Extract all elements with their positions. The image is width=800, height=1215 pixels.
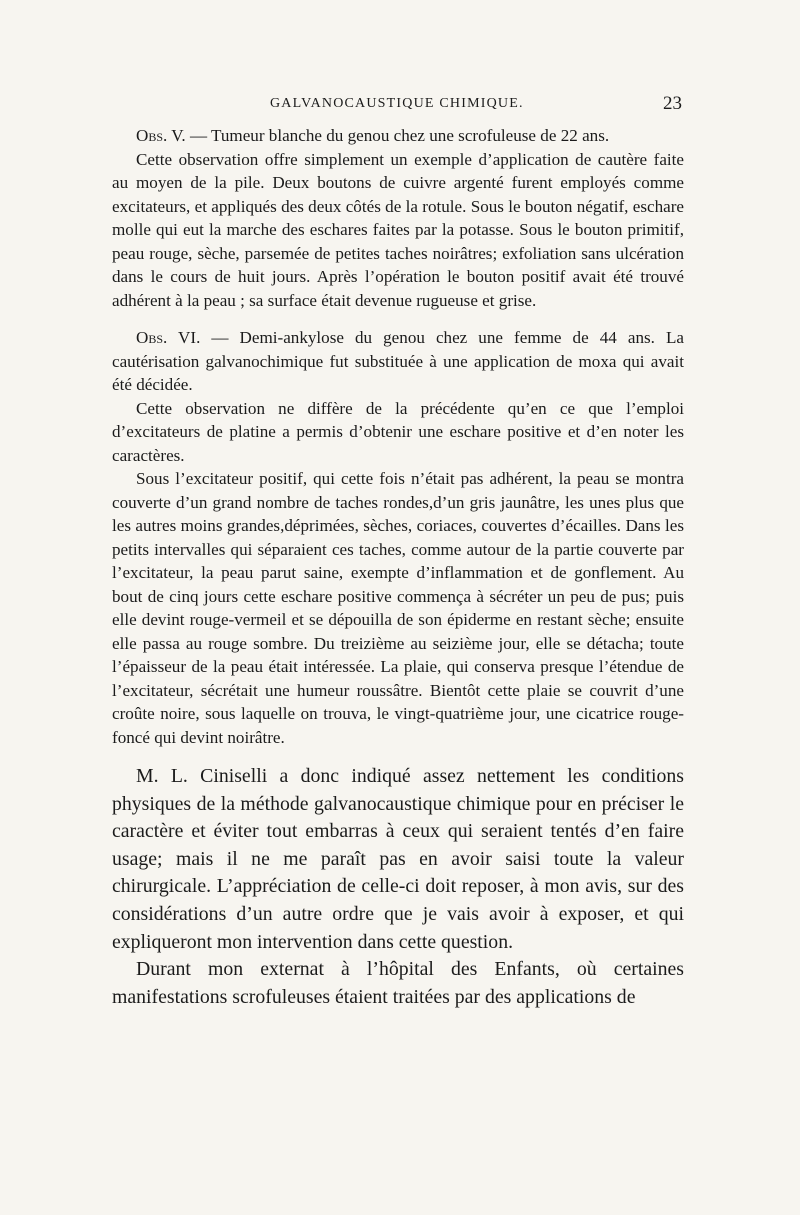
observation-5: [112, 124, 684, 312]
running-title: GALVANOCAUSTIQUE CHIMIQUE.: [270, 96, 524, 111]
observation-label: Obs. VI.: [136, 328, 201, 347]
observation-label: Obs. V.: [136, 126, 186, 145]
observation-paragraph: Cette observation ne diffère de la précédente qu’en ce que l’emploi d’excitateurs de platine a permis d’obtenir une eschare positive et d’en noter les caractères.: [112, 398, 684, 465]
observation-6: [112, 326, 684, 749]
page-body: [112, 124, 684, 1011]
page-header: [110, 93, 682, 120]
observation-title: — Tumeur blanche du genou chez une scrofuleuse de 22 ans.: [185, 126, 610, 145]
page-number: 23: [663, 93, 682, 114]
observation-paragraph: Cette observation offre simplement un exemple d’application de cautère faite au moyen de la pile. Deux boutons de cuivre argenté furent employés comme excitateurs, et appliqués des deux côtés de la rotule. Sous le bouton négatif, eschare molle qui eut la marche des eschares faites par la potasse. Sous le bouton primitif, peau rouge, sèche, parsemée de petites taches noirâtres; exfoliation sans ulcération dans le cours de huit jours. Après l’opération le bouton positif avait été trouvé adhérent à la peau ; sa surface était devenue rugueuse et grise.: [112, 149, 684, 310]
observation-heading: [112, 326, 684, 397]
observation-title: — Demi-ankylose du genou chez une femme de 44 ans. La cautérisation galvanochimique fut substituée à une application de moxa qui avait été décidée.: [112, 328, 684, 394]
commentary-paragraph: M. L. Ciniselli a donc indiqué assez nettement les conditions physiques de la méthode galvanocaustique chimique pour en préciser le caractère et éviter tout embarras à ceux qui seraient tentés d’en faire usage; mais il ne me paraît pas en avoir saisi toute la valeur chirurgicale. L’appréciation de celle-ci doit reposer, à mon avis, sur des considérations d’un autre ordre que je vais avoir à exposer, et qui expliqueront mon intervention dans cette question.: [112, 765, 684, 953]
observation-heading: [112, 124, 684, 148]
commentary-paragraph: Durant mon externat à l’hôpital des Enfants, où certaines manifestations scrofuleuses étaient traitées par des applications de: [112, 958, 684, 1008]
observation-paragraph: Sous l’excitateur positif, qui cette fois n’était pas adhérent, la peau se montra couverte d’un grand nombre de taches rondes,d’un gris jaunâtre, les unes plus que les autres moins grandes,déprimées, sèches, coriaces, couvertes d’écailles. Dans les petits intervalles qui séparaient ces taches, comme autour de la partie couverte par l’excitateur, la peau parut saine, exempte d’inflammation et de gonflement. Au bout de cinq jours cette eschare positive commença à sécréter un peu de pus; puis elle devint rouge-vermeil et se dépouilla de son épiderme en restant sèche; ensuite elle passa au rouge sombre. Du treizième au seizième jour, elle se détacha; toute l’épaisseur de la peau était intéressée. La plaie, qui conserva presque l’étendue de l’excitateur, sécrétait une humeur roussâtre. Bientôt cette plaie se couvrit d’une croûte noire, sous laquelle on trouva, le vingt-quatrième jour, une cicatrice rouge-foncé qui devint noirâtre.: [112, 469, 684, 747]
commentary: [112, 763, 684, 1011]
